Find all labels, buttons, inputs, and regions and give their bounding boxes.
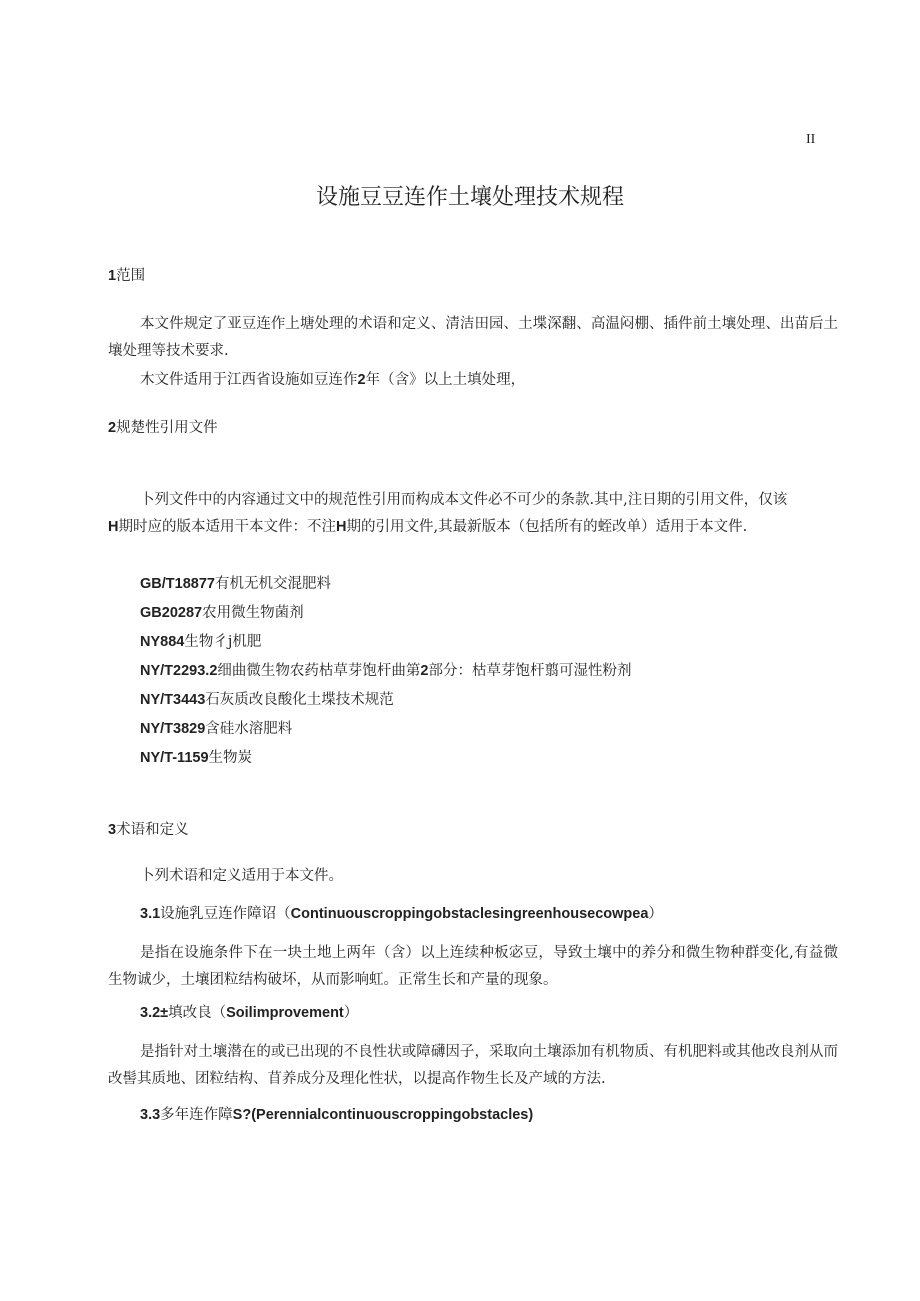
reference-code: NY/T2293.2 [140, 663, 218, 679]
term-english: S?(Perennialcontinuouscroppingobstacles) [232, 1107, 534, 1123]
reference-item [140, 748, 252, 768]
reference-item [140, 719, 292, 739]
section-1-paragraph-1: 本文件规定了亚豆连作上塘处理的术语和定义、清洁田园、土堞深翻、高温闷棚、插件前土壤处理、出苗后土壤处理等技术要求. [108, 316, 838, 359]
reference-title: 含硅水溶肥料 [205, 721, 293, 737]
term-number: 3.2± [140, 1005, 169, 1021]
reference-item [140, 661, 631, 681]
section-3-title: 术语和定义 [116, 822, 189, 838]
page-number: II [806, 132, 816, 147]
normref-text-a: 期时应的版本适用干本文件：不注 [118, 519, 336, 535]
term-3-2-heading [140, 1003, 358, 1023]
reference-title: 有机无机交混肥料 [214, 576, 331, 592]
section-1-heading [108, 266, 145, 286]
reference-title: 细曲微生物农药枯草芽饱杆曲第 [217, 663, 421, 679]
reference-part-number: 2 [420, 663, 429, 679]
h-glyph-1: H [108, 519, 119, 535]
section-3-intro: 卜列术语和定义适用于本文件。 [140, 868, 343, 884]
reference-item [140, 690, 394, 710]
term-english: Soilimprovement [226, 1005, 344, 1021]
term-english: Continuouscroppingobstaclesingreenhousecowpea [290, 906, 649, 922]
section-1-paragraph-2 [140, 370, 525, 390]
reference-title: 生物彳j机肥 [184, 634, 262, 650]
reference-item [140, 574, 331, 594]
reference-code: NY/T-1159 [140, 750, 209, 766]
section-3-number: 3 [108, 822, 117, 838]
reference-code: GB20287 [140, 605, 203, 621]
reference-code: NY/T3829 [140, 721, 206, 737]
term-3-1-heading [140, 904, 663, 924]
term-3-2-definition: 是指针对土壤潜在的或已出现的不良性状或障礴因子，采取向土壤添加有机物质、有机肥料或其他改良剂从而改髻其质地、团粒结构、苜养成分及理化性状，以提高作物生长及产域的方法. [108, 1044, 838, 1087]
section-1-number: 1 [108, 268, 117, 284]
term-chinese: 设施乳豆连作障诏（ [160, 906, 291, 922]
reference-title: 石灰质改良酸化土堞技术规范 [205, 692, 394, 708]
reference-item [140, 603, 304, 623]
section-1-title: 范围 [116, 268, 146, 284]
term-number: 3.3 [140, 1107, 161, 1123]
term-chinese: 填改良（ [168, 1005, 227, 1021]
reference-code: GB/T18877 [140, 576, 215, 592]
h-glyph-2: H [335, 519, 347, 535]
section-2-number: 2 [108, 420, 117, 436]
document-title: 设施豆豆连作土壤处理技术规程 [315, 185, 624, 210]
reference-item [140, 632, 261, 652]
reference-code: NY/T3443 [140, 692, 206, 708]
term-number: 3.1 [140, 906, 161, 922]
term-3-1-definition: 是指在设施条件下在一块土地上两年（含）以上连续种板宓豆，导致土壤中的养分和微生物种群变化,有益微生物诚少，土壤团粒结构破坏，从而影响虹。正常生长和产量的现象。 [108, 945, 838, 988]
section-2-paragraph-line-1: 卜列文件中的内容通过文中的规范性引用而构成本文件必不可少的条款.其中,注日期的引用文件，仅该 [140, 492, 788, 508]
reference-title: 农用微生物菌剂 [202, 605, 304, 621]
reference-code: NY884 [140, 634, 185, 650]
reference-title-cont: 部分：枯草芽饱杆翦可湿性粉剂 [428, 663, 632, 679]
term-chinese: 多年连作障 [160, 1107, 233, 1123]
term-close-paren: ） [343, 1005, 359, 1021]
section-3-heading [108, 820, 189, 840]
section-2-heading [108, 418, 218, 438]
scope-text-b: 年（含》以上土填处理， [365, 372, 526, 388]
section-2-paragraph-line-2 [108, 517, 747, 537]
normref-text-b: 期的引用文件,其最新版本（包括所有的蛭改单）适用于本文件. [346, 519, 748, 535]
scope-years: 2 [357, 372, 366, 388]
reference-title: 生物炭 [208, 750, 253, 766]
scope-text-a: 木文件适用于江西省设施如豆连作 [140, 372, 358, 388]
term-3-3-heading [140, 1105, 533, 1125]
section-2-title: 规楚性引用文件 [116, 420, 218, 436]
term-close-paren: ） [648, 906, 663, 922]
